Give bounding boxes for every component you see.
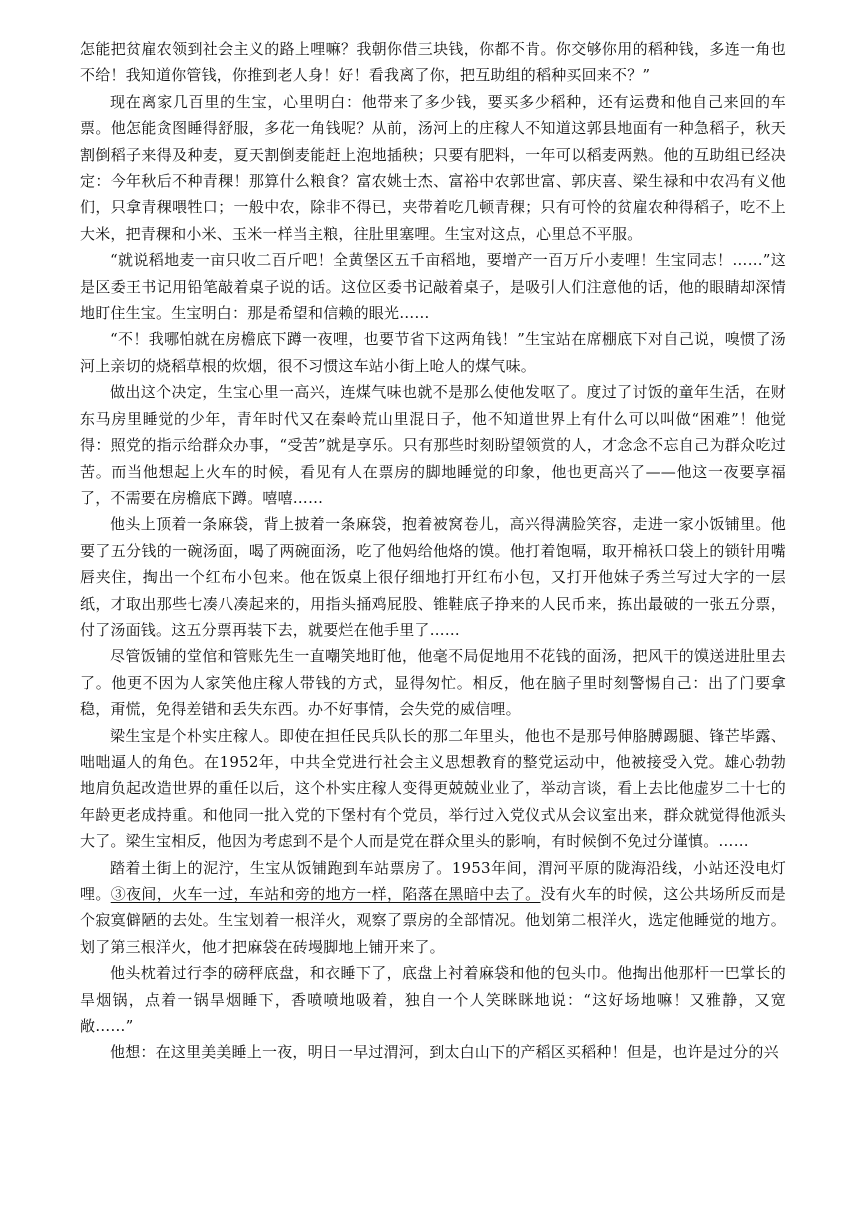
- paragraph-9-before: 踏着土街上的泥泞，生宝从饭铺跑到车站票房了。1953年间，渭河平原的陇海沿线，小站还没电灯哩。: [80, 858, 786, 903]
- paragraph-2: 现在离家几百里的生宝，心里明白：他带来了多少钱，要买多少稻种，还有运费和他自己来回的车票。他怎能贪图睡得舒服，多花一角钱呢？从前，汤河上的庄稼人不知道这郭县地面有一种急稻子，秋天割倒稻子来得及种麦，夏天割倒麦能赶上泡地插秧；只要有肥料，一年可以稻麦两熟。他的互助组已经决定：今年秋后不种青稞！那算什么粮食？富农姚士杰、富裕中农郭世富、郭庆喜、梁生禄和中农冯有义他们，只拿青稞喂牲口；一般中农，除非不得已，夹带着吃几顿青稞；只有可怜的贫雇农种得稻子，吃不上大米，把青稞和小米、玉米一样当主粮，往肚里塞哩。生宝对这点，心里总不平服。: [80, 92, 786, 243]
- paragraph-9-after: 没有火车的时候，这公共场所反而是个寂寞僻陋的去处。生宝划着一根洋火，观察了票房的全部情况。他划第二根洋火，选定他睡觉的地方。划了第三根洋火，他才把麻袋在砖墁脚地上铺开来了。: [80, 885, 786, 956]
- paragraph-1: 怎能把贫雇农领到社会主义的路上哩嘛？我朝你借三块钱，你都不肯。你交够你用的稻种钱，多连一角也不给！我知道你管钱，你推到老人身！好！看我离了你，把互助组的稻种买回来不？”: [80, 40, 786, 85]
- paragraph-6: 他头上顶着一条麻袋，背上披着一条麻袋，抱着被窝卷儿，高兴得满脸笑容，走进一家小饭铺里。他要了五分钱的一碗汤面，喝了两碗面汤，吃了他妈给他烙的馍。他打着饱嗝，取开棉袄口袋上的锁针用嘴唇夹住，掏出一个红布小包来。他在饭桌上很仔细地打开红布小包，又打开他妹子秀兰写过大字的一层纸，才取出那些七凑八凑起来的，用指头捅鸡屁股、锥鞋底子挣来的人民币来，拣出最破的一张五分票，付了汤面钱。这五分票再装下去，就要烂在他手里了……: [80, 515, 786, 639]
- paragraph-7: 尽管饭铺的堂倌和管账先生一直嘲笑地盯他，他毫不局促地用不花钱的面汤，把风干的馍送进肚里去了。他更不因为人家笑他庄稼人带钱的方式，显得匆忙。相反，他在脑子里时刻警惕自己：出了门要拿稳，甭慌，免得差错和丢失东西。办不好事情，会失党的威信哩。: [80, 647, 786, 719]
- underlined-sentence-3: ③夜间，火车一过，车站和旁的地方一样，陷落在黑暗中去了。: [110, 885, 541, 903]
- document-page: [80, 36, 786, 1066]
- paragraph-9: [80, 855, 786, 961]
- paragraph-4: “不！我哪怕就在房檐底下蹲一夜哩，也要节省下这两角钱！”生宝站在席棚底下对自己说，嗅惯了汤河上亲切的烧稻草根的炊烟，很不习惯这车站小街上呛人的煤气味。: [80, 330, 786, 375]
- paragraph-5: 做出这个决定，生宝心里一高兴，连煤气味也就不是那么使他发呕了。度过了讨饭的童年生活，在财东马房里睡觉的少年，青年时代又在秦岭荒山里混日子，他不知道世界上有什么可以叫做“困难”！他觉得：照党的指示给群众办事，“受苦”就是享乐。只有那些时刻盼望领赏的人，才念念不忘自己为群众吃过苦。而当他想起上火车的时候，看见有人在票房的脚地睡觉的印象，他也更高兴了——他这一夜要享福了，不需要在房檐底下蹲。嘻嘻……: [80, 383, 786, 507]
- paragraph-8: 梁生宝是个朴实庄稼人。即使在担任民兵队长的那二年里头，他也不是那号伸胳膊踢腿、锋芒毕露、咄咄逼人的角色。在1952年，中共全党进行社会主义思想教育的整党运动中，他被接受入党。雄心勃勃地肩负起改造世界的重任以后，这个朴实庄稼人变得更兢兢业业了，举动言谈，看上去比他虚岁二十七的年龄更老成持重。和他同一批入党的下堡村有个党员，举行过入党仪式从会议室出来，群众就觉得他派头大了。梁生宝相反，他因为考虑到不是个人而是党在群众里头的影响，有时候倒不免过分谨慎。……: [80, 726, 786, 851]
- paragraph-3: “就说稻地麦一亩只收二百斤吧！全黄堡区五千亩稻地，要增产一百万斤小麦哩！生宝同志！……”这是区委王书记用铅笔敲着桌子说的话。这位区委书记敲着桌子，是吸引人们注意他的话，他的眼睛却深情地盯住生宝。生宝明白：那是希望和信赖的眼光……: [80, 251, 786, 323]
- paragraph-11: 他想：在这里美美睡上一夜，明日一早过渭河，到太白山下的产稻区买稻种！但是，也许是过分的兴: [110, 1043, 779, 1062]
- paragraph-10: 他头枕着过行李的磅秤底盘，和衣睡下了，底盘上衬着麻袋和他的包头巾。他掏出他那杆一巴掌长的旱烟锅，点着一锅旱烟睡下，香喷喷地吸着，独自一个人笑眯眯地说：“这好场地嘛！又雅静，又宽敞……”: [80, 964, 786, 1036]
